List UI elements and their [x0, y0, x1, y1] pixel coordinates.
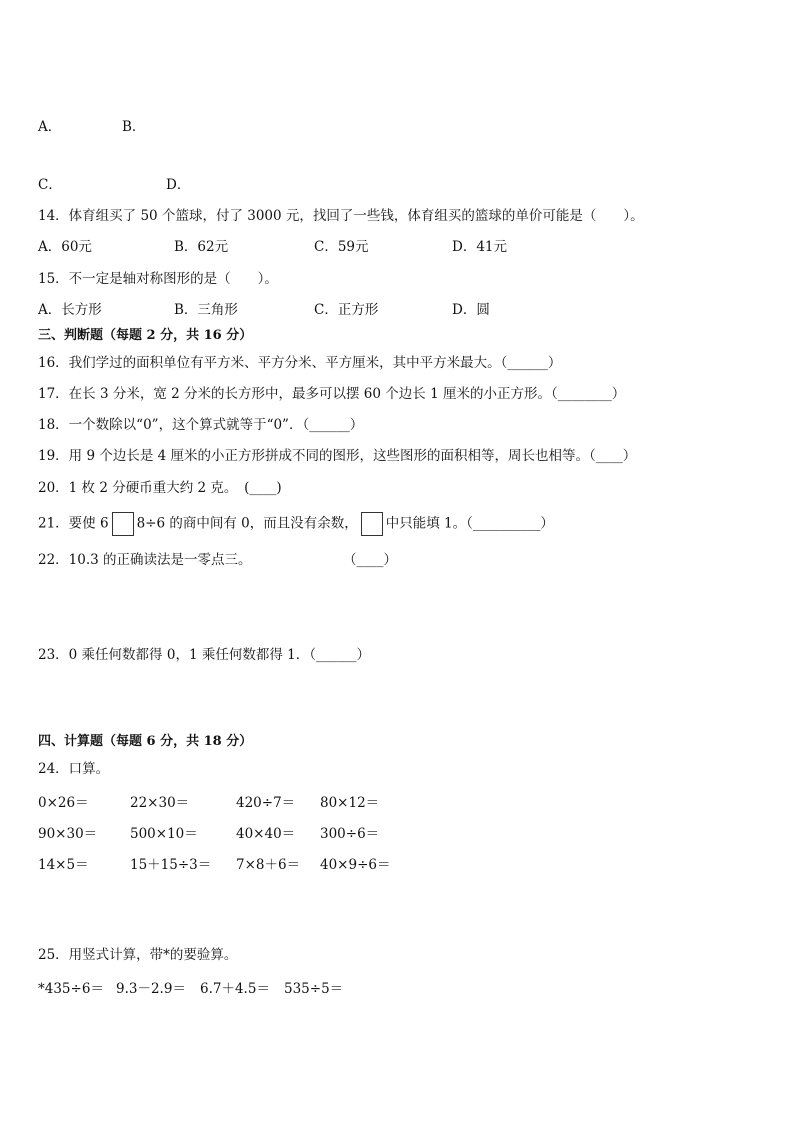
q25-item: *435÷6＝: [38, 981, 104, 997]
q25-item: 6.7＋4.5＝: [200, 981, 270, 997]
q24-item: 7×8＋6＝: [236, 857, 301, 873]
q24-item: 500×10＝: [130, 826, 198, 842]
question-24: 24．口算。: [38, 761, 110, 777]
question-23: 23．0 乘任何数都得 0，1 乘任何数都得 1．（______）: [38, 647, 370, 663]
q15-option-b: B．三角形: [174, 302, 238, 318]
q22-blank: （____）: [343, 552, 397, 568]
q24-item: 0×26＝: [38, 795, 89, 811]
q21-part-1: 21．要使 6: [38, 515, 109, 532]
q24-item: 14×5＝: [38, 857, 89, 873]
section-3-heading: 三、判断题（每题 2 分，共 16 分）: [38, 328, 253, 343]
q24-item: 420÷7＝: [236, 795, 296, 811]
question-17: 17．在长 3 分米，宽 2 分米的长方形中，最多可以摆 60 个边长 1 厘米的小正方形。（________）: [38, 386, 626, 402]
section-4-heading: 四、计算题（每题 6 分，共 18 分）: [38, 734, 253, 749]
q21-blank-box-2[interactable]: [361, 512, 383, 536]
q13-option-b: B．: [122, 119, 146, 135]
question-16: 16．我们学过的面积单位有平方米、平方分米、平方厘米，其中平方米最大。（______）: [38, 355, 562, 371]
q15-option-c: C．正方形: [314, 302, 379, 318]
question-19: 19．用 9 个边长是 4 厘米的小正方形拼成不同的图形，这些图形的面积相等，周长也相等。（____）: [38, 448, 637, 464]
q13-option-d: D．: [166, 177, 191, 193]
q24-item: 90×30＝: [38, 826, 98, 842]
q14-option-c: C．59元: [314, 239, 369, 255]
question-14: 14．体育组买了 50 个篮球，付了 3000 元，找回了一些钱，体育组买的篮球的单价可能是（ ）。: [38, 208, 644, 224]
q25-item: 9.3－2.9＝: [116, 981, 186, 997]
q21-part-2: 8÷6 的商中间有 0，而且没有余数，: [136, 515, 358, 532]
q24-item: 15＋15÷3＝: [130, 857, 212, 873]
q14-option-b: B．62元: [174, 239, 229, 255]
question-18: 18．一个数除以“0”，这个算式就等于“0”．（______）: [38, 417, 364, 433]
q21-blank-box-1[interactable]: [112, 512, 134, 536]
q14-option-d: D．41元: [452, 239, 508, 255]
q14-option-a: A．60元: [38, 239, 92, 255]
q22-text: 22．10.3 的正确读法是一零点三。: [38, 552, 252, 568]
q13-option-a: A．: [38, 119, 62, 135]
question-20: 20．1 枚 2 分硬币重大约 2 克。 (____): [38, 480, 282, 496]
q25-item: 535÷5＝: [284, 981, 344, 997]
q15-option-d: D．圆: [452, 302, 490, 318]
q24-item: 22×30＝: [130, 795, 190, 811]
question-25: 25．用竖式计算，带*的要验算。: [38, 947, 238, 963]
q13-option-c: C．: [38, 177, 62, 193]
q24-item: 300÷6＝: [320, 826, 380, 842]
q24-item: 80×12＝: [320, 795, 380, 811]
q15-option-a: A．长方形: [38, 302, 102, 318]
question-21: [38, 512, 554, 536]
q24-item: 40×9÷6＝: [320, 857, 391, 873]
question-15: 15．不一定是轴对称图形的是（ ）。: [38, 271, 278, 287]
q21-part-3: 中只能填 1。（__________）: [385, 515, 554, 532]
question-22: [38, 551, 538, 569]
q24-item: 40×40＝: [236, 826, 296, 842]
q13-options-row-2: [38, 176, 191, 194]
q13-options-row-1: [38, 118, 146, 136]
